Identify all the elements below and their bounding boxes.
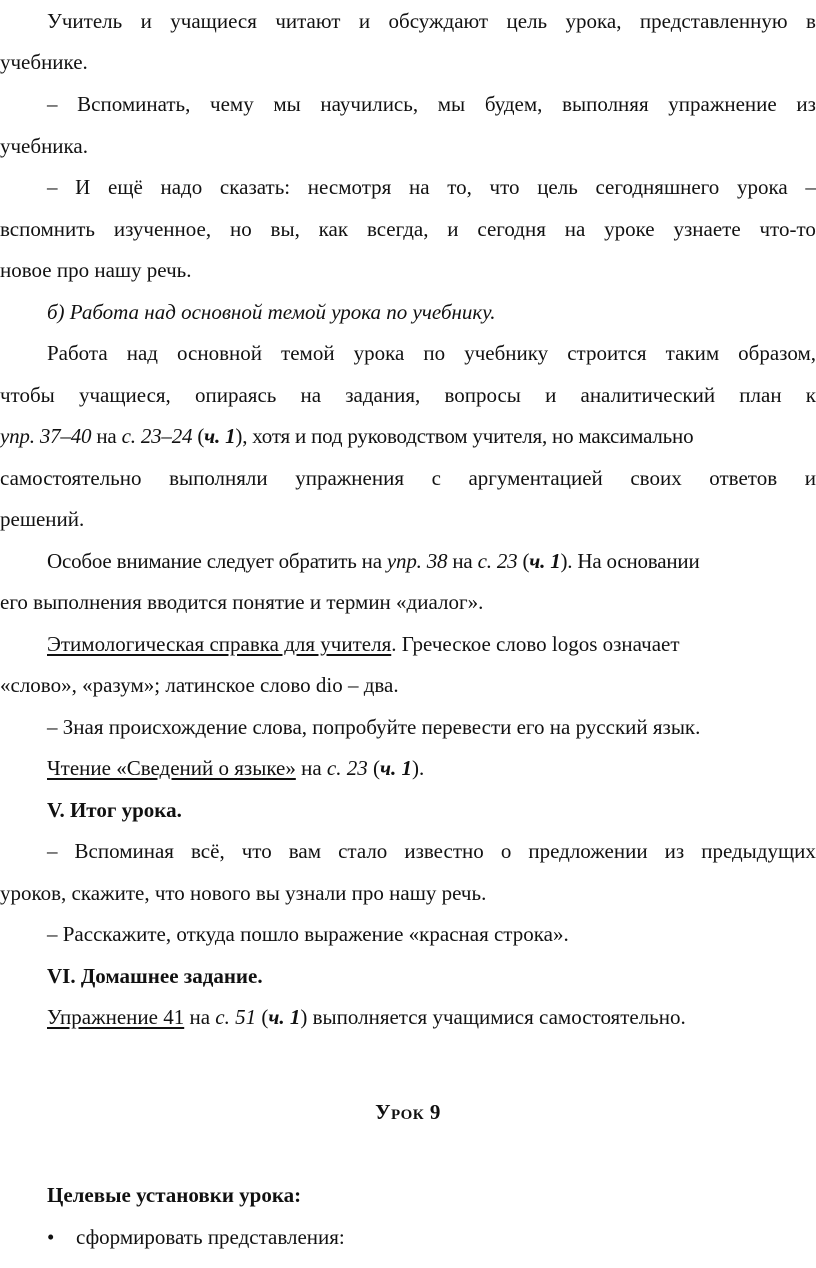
paragraph-line: – Расскажите, откуда пошло выражение «красная строка».	[47, 922, 569, 946]
word: опираясь	[194, 383, 277, 407]
word: своих	[630, 466, 682, 490]
word: всё,	[191, 839, 225, 863]
word: Вспоминать,	[77, 92, 191, 116]
word: выполняли	[169, 466, 268, 490]
word: и	[358, 9, 371, 33]
bullet-text: сформировать представления:	[76, 1225, 345, 1249]
part-ref: ч. 1	[529, 549, 561, 573]
word: на	[300, 383, 322, 407]
word: что	[489, 175, 520, 199]
section-heading: VI. Домашнее задание.	[47, 964, 263, 988]
word: образом,	[738, 341, 816, 365]
word: несмотря	[307, 175, 392, 199]
word: предложении	[528, 839, 648, 863]
word: урока	[353, 341, 405, 365]
goals-heading: Целевые установки урока:	[47, 1183, 302, 1207]
text: (	[517, 549, 530, 573]
part-ref: ч. 1	[268, 1005, 301, 1029]
part-ref: ч. 1	[379, 756, 412, 780]
word: представленную	[639, 9, 788, 33]
page-ref: с. 23–24	[121, 424, 193, 448]
word: из	[796, 92, 816, 116]
paragraph-line: новое про нашу речь.	[0, 258, 192, 282]
word: сегодня	[477, 217, 546, 241]
word: над	[126, 341, 158, 365]
text: . Греческое слово logos означает	[391, 632, 680, 656]
word: изученное,	[113, 217, 212, 241]
page-ref: с. 23	[326, 756, 368, 780]
text: ). На основании	[560, 549, 700, 573]
word: аналитический	[580, 383, 716, 407]
paragraph-line: «слово», «разум»; латинское слово dio – два.	[0, 673, 399, 697]
word: –	[805, 175, 816, 199]
word: с	[431, 466, 441, 490]
bullet-icon: •	[47, 1225, 55, 1249]
paragraph-line	[0, 836, 816, 866]
word: как	[318, 217, 349, 241]
text: (	[256, 1005, 269, 1029]
paragraph-line: учебнике.	[0, 50, 88, 74]
text: ) выполняется учащимися самостоятельно.	[300, 1005, 686, 1029]
word: и	[447, 217, 459, 241]
exercise-ref: упр. 37–40	[0, 424, 92, 448]
word: –	[47, 175, 58, 199]
word: чтобы	[0, 383, 55, 407]
paragraph-line	[0, 338, 816, 368]
bullet-item	[0, 1222, 816, 1252]
word: темой	[281, 341, 335, 365]
paragraph-line	[0, 89, 816, 119]
paragraph-line: – Зная происхождение слова, попробуйте перевести его на русский язык.	[47, 715, 701, 739]
word: упражнение	[668, 92, 777, 116]
word: учащиеся,	[78, 383, 171, 407]
word: –	[47, 839, 58, 863]
word: цель	[537, 175, 578, 199]
paragraph-line: его выполнения вводится понятие и термин «диалог».	[0, 590, 484, 614]
word: известно	[404, 839, 484, 863]
word: сегодняшнего	[595, 175, 720, 199]
paragraph-line	[0, 753, 816, 783]
word: и	[140, 9, 152, 33]
word: надо	[160, 175, 203, 199]
paragraph-line	[0, 1002, 816, 1032]
paragraph-line	[0, 421, 816, 451]
teacher-note-label: Этимологическая справка для учителя	[47, 632, 392, 656]
word: выполняя	[562, 92, 649, 116]
word: то,	[447, 175, 472, 199]
word: план	[739, 383, 782, 407]
word: на	[564, 217, 586, 241]
word: И	[75, 175, 91, 199]
word: и	[804, 466, 816, 490]
word: самостоятельно	[0, 466, 142, 490]
word: учащиеся	[170, 9, 257, 33]
reading-label: Чтение «Сведений о языке»	[47, 756, 296, 780]
paragraph-line: учебника.	[0, 134, 88, 158]
word: урока,	[565, 9, 622, 33]
word: узнаете	[673, 217, 741, 241]
word: сказать:	[219, 175, 291, 199]
word: таким	[665, 341, 720, 365]
word: упражнения	[295, 466, 404, 490]
page-ref: с. 23	[477, 549, 518, 573]
section-subheading: б) Работа над основной темой урока по учебнику.	[47, 300, 496, 324]
word: к	[805, 383, 816, 407]
paragraph-line	[0, 6, 816, 36]
word: Работа	[47, 341, 108, 365]
word: Вспоминая	[74, 839, 174, 863]
paragraph-line	[0, 214, 816, 244]
text: ).	[412, 756, 425, 780]
word: что	[241, 839, 272, 863]
lesson-title: Урок 9	[375, 1100, 441, 1124]
word: уроке	[604, 217, 655, 241]
text: на	[295, 756, 327, 780]
paragraph-line: решений.	[0, 507, 85, 531]
word: вам	[288, 839, 322, 863]
word: строится	[567, 341, 647, 365]
word: вы,	[270, 217, 300, 241]
word: и	[545, 383, 557, 407]
text: на	[91, 424, 122, 448]
section-heading: V. Итог урока.	[47, 798, 182, 822]
exercise-ref: упр. 38	[386, 549, 448, 573]
part-ref: ч. 1	[204, 424, 236, 448]
text: Особое внимание следует обратить на	[47, 549, 387, 573]
word: цель	[506, 9, 548, 33]
word: урока	[736, 175, 788, 199]
page-ref: с. 51	[215, 1005, 257, 1029]
word: научились,	[320, 92, 419, 116]
paragraph-line	[0, 629, 816, 659]
paragraph-line	[0, 463, 816, 493]
word: но	[229, 217, 252, 241]
word: в	[805, 9, 816, 33]
word: вспомнить	[0, 217, 95, 241]
word: стало	[338, 839, 388, 863]
word: ещё	[108, 175, 143, 199]
word: аргументацией	[468, 466, 603, 490]
word: из	[664, 839, 685, 863]
word: чему	[210, 92, 254, 116]
paragraph-line: уроков, скажите, что нового вы узнали про нашу речь.	[0, 881, 487, 905]
word: основной	[177, 341, 262, 365]
word: на	[408, 175, 430, 199]
word: по	[423, 341, 446, 365]
paragraph-line	[0, 172, 816, 202]
homework-label: Упражнение 41	[47, 1005, 185, 1029]
word: –	[47, 92, 58, 116]
word: что-то	[759, 217, 816, 241]
word: вопросы	[444, 383, 521, 407]
word: читают	[275, 9, 341, 33]
word: предыдущих	[701, 839, 816, 863]
text: (	[192, 424, 205, 448]
text: на	[184, 1005, 216, 1029]
text: (	[367, 756, 380, 780]
word: о	[500, 839, 512, 863]
word: задания,	[345, 383, 421, 407]
word: Учитель	[47, 9, 123, 33]
word: учебнику	[464, 341, 549, 365]
paragraph-line	[0, 546, 816, 576]
word: мы	[273, 92, 301, 116]
word: будем,	[484, 92, 543, 116]
word: мы	[437, 92, 466, 116]
text: ), хотя и под руководством учителя, но максимально	[235, 424, 694, 448]
text: на	[447, 549, 478, 573]
paragraph-line	[0, 380, 816, 410]
word: всегда,	[366, 217, 429, 241]
word: ответов	[709, 466, 778, 490]
word: обсуждают	[388, 9, 489, 33]
